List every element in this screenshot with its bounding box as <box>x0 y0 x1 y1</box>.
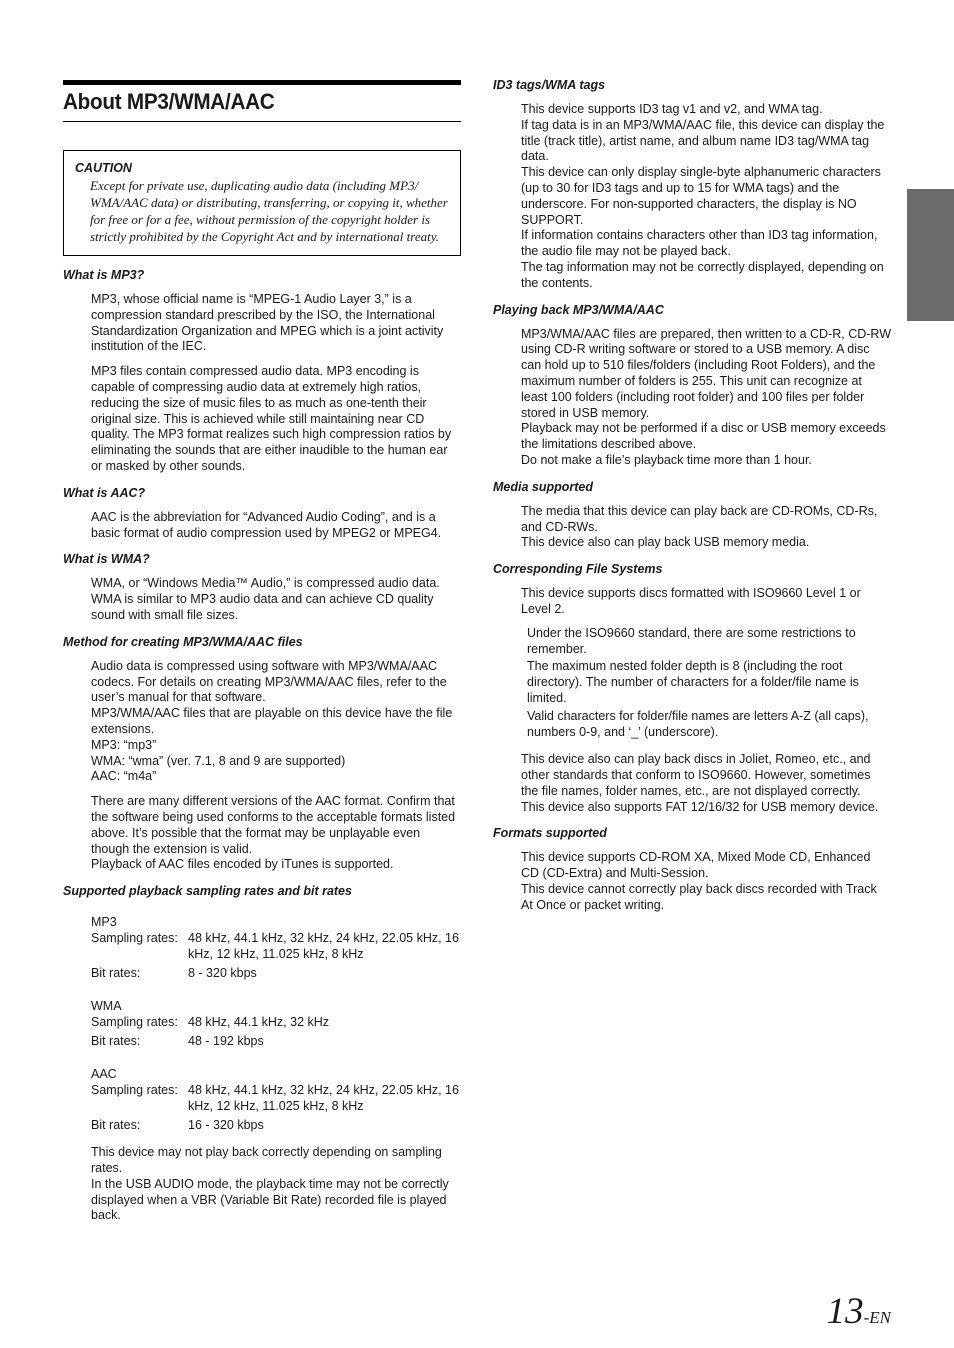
section-heading-filesystems: Corresponding File Systems <box>493 562 663 577</box>
section-heading-playback: Playing back MP3/WMA/AAC <box>493 302 664 317</box>
section-tab-marker <box>907 189 954 321</box>
bit-label: Bit rates: <box>91 966 141 981</box>
rates-wma-sampling-row <box>91 1014 461 1030</box>
id3-line-3: This device can only display single-byte alphanumeric characters (up to 30 for ID3 tags and up to 15 for WMA tags) and the underscore. For non-supported characters, the display is NO SUPPORT. <box>521 165 881 227</box>
id3-line-2: If tag data is in an MP3/WMA/AAC file, this device can display the title (track title), artist name, and album name ID3 tag/WMA tag data. <box>521 117 885 164</box>
aac-sampling-value: 48 kHz, 44.1 kHz, 32 kHz, 24 kHz, 22.05 kHz, 16 kHz, 12 kHz, 11.025 kHz, 8 kHz <box>188 1083 459 1114</box>
right-column <box>493 77 891 914</box>
id3-line-5: The tag information may not be correctly displayed, depending on the contents. <box>521 259 884 290</box>
rates-wma-bits-row <box>91 1033 461 1049</box>
aac-paragraph: AAC is the abbreviation for “Advanced Audio Coding”, and is a basic format of audio compression used by MPEG2 or MPEG4. <box>91 509 442 540</box>
section-heading-mp3: What is MP3? <box>63 268 145 282</box>
page-title: About MP3/WMA/AAC <box>63 89 275 114</box>
rates-group-aac-title: AAC <box>91 1067 117 1082</box>
rates-aac-sampling-row <box>91 1082 461 1114</box>
bit-label: Bit rates: <box>91 1034 141 1049</box>
caution-heading: CAUTION <box>75 161 132 175</box>
section-heading-media: Media supported <box>493 479 594 494</box>
id3-line-1: This device supports ID3 tag v1 and v2, and WMA tag. <box>521 102 823 116</box>
wma-paragraph: WMA, or “Windows Media™ Audio,” is compressed audio data. WMA is similar to MP3 audio data and can achieve CD quality sound with small file sizes. <box>91 576 440 622</box>
section-heading-id3: ID3 tags/WMA tags <box>493 78 606 92</box>
playback-line-1: MP3/WMA/AAC files are prepared, then written to a CD-R, CD-RW using CD-R writing software or stored to a USB memory. A disc can hold up to 510 files/folders (including Root Folders), and the maximum number of folders is 255. This unit can recognize at least 100 folders (including root folder) and 100 files per folder stored in USB memory. <box>521 326 892 420</box>
media-line-1: The media that this device can play back are CD-ROMs, CD-Rs, and CD-RWs. <box>521 503 878 534</box>
left-column <box>63 80 461 1224</box>
filesystems-note-3: Valid characters for folder/file names are letters A-Z (all caps), numbers 0-9, and ‘_’ (underscore). <box>527 708 869 739</box>
filesystems-paragraph-2: This device also can play back discs in Joliet, Romeo, etc., and other standards that conform to ISO9660. However, sometimes the file names, folder names, etc., are not displayed correctly. <box>521 752 871 798</box>
rates-note-2: In the USB AUDIO mode, the playback time may not be correctly displayed when a VBR (Variable Bit Rate) recorded file is played back. <box>91 1176 449 1223</box>
filesystems-paragraph-1: This device supports discs formatted with ISO9660 Level 1 or Level 2. <box>521 586 861 616</box>
rates-note-1: This device may not play back correctly depending on sampling rates. <box>91 1145 442 1175</box>
sampling-label: Sampling rates: <box>91 1083 178 1098</box>
method-paragraph-3: Playback of AAC files encoded by iTunes is supported. <box>91 857 394 872</box>
filesystems-paragraph-3: This device also supports FAT 12/16/32 for USB memory device. <box>521 799 879 814</box>
formats-line-2: This device cannot correctly play back discs recorded with Track At Once or packet writing. <box>521 882 877 912</box>
title-rule-bottom <box>63 121 461 122</box>
method-line-4: WMA: “wma” (ver. 7.1, 8 and 9 are supported) <box>91 753 346 768</box>
media-line-2: This device also can play back USB memory media. <box>521 535 810 550</box>
rates-aac-bits-row <box>91 1117 461 1133</box>
rates-group-wma-title: WMA <box>91 999 122 1014</box>
filesystems-note-1: Under the ISO9660 standard, there are some restrictions to remember. <box>527 625 856 656</box>
method-line-1: Audio data is compressed using software with MP3/WMA/AAC codecs. For details on creating MP3/WMA/AAC files, refer to the user’s manual for that software. <box>91 658 447 705</box>
rates-mp3-bits-row <box>91 965 461 981</box>
page-number <box>827 1290 891 1333</box>
method-line-5: AAC: “m4a” <box>91 769 157 784</box>
section-heading-aac: What is AAC? <box>63 485 146 500</box>
formats-line-1: This device supports CD-ROM XA, Mixed Mode CD, Enhanced CD (CD-Extra) and Multi-Session. <box>521 850 871 881</box>
playback-line-3: Do not make a file’s playback time more than 1 hour. <box>521 452 812 467</box>
section-heading-rates: Supported playback sampling rates and bit rates <box>63 884 352 899</box>
method-paragraph-2: There are many different versions of the AAC format. Confirm that the software being used conforms to the acceptable formats listed above. It’s possible that the format may be unplayable even though the extension is valid. <box>91 794 456 856</box>
sampling-label: Sampling rates: <box>91 931 178 946</box>
title-rule-top <box>63 80 461 85</box>
aac-bits-value: 16 - 320 kbps <box>188 1118 264 1133</box>
method-line-2: MP3/WMA/AAC files that are playable on this device have the file extensions. <box>91 706 453 736</box>
caution-box <box>63 150 461 256</box>
mp3-paragraph-2: MP3 files contain compressed audio data. MP3 encoding is capable of compressing audio data at extremely high ratios, reducing the size of music files to as much as one-tenth their original size. This is achieved while still maintaining near CD quality. The MP3 format realizes such high compression ratios by eliminating the sounds that are either inaudible to the human ear or masked by other sounds. <box>91 364 452 473</box>
section-heading-method: Method for creating MP3/WMA/AAC files <box>63 634 303 649</box>
page-number-suffix: -EN <box>863 1308 891 1327</box>
wma-bits-value: 48 - 192 kbps <box>188 1034 264 1049</box>
rates-group-mp3-title: MP3 <box>91 915 117 930</box>
sampling-label: Sampling rates: <box>91 1015 178 1030</box>
bit-label: Bit rates: <box>91 1118 141 1133</box>
mp3-bits-value: 8 - 320 kbps <box>188 966 257 981</box>
page-number-value: 13 <box>826 1291 864 1332</box>
rates-mp3-sampling-row <box>91 930 461 962</box>
section-heading-wma: What is WMA? <box>63 552 150 567</box>
filesystems-note-2: The maximum nested folder depth is 8 (including the root directory). The number of characters for a folder/file name is limited. <box>527 659 859 705</box>
mp3-sampling-value: 48 kHz, 44.1 kHz, 32 kHz, 24 kHz, 22.05 kHz, 16 kHz, 12 kHz, 11.025 kHz, 8 kHz <box>188 931 459 962</box>
mp3-paragraph-1: MP3, whose official name is “MPEG-1 Audio Layer 3,” is a compression standard prescribed by the ISO, the International Standardization Organization and MPEG which is a joint activity institution of the IEC. <box>91 292 444 354</box>
caution-text: Except for private use, duplicating audio data (including MP3/ WMA/AAC data) or distributing, transferring, or copying it, whether for free or for a fee, without permission of the copyright holder is strictly prohibited by the Copyright Act and by international treaty. <box>90 178 448 244</box>
method-line-3: MP3: “mp3” <box>91 737 157 752</box>
id3-line-4: If information contains characters other than ID3 tag information, the audio file may not be played back. <box>521 228 878 259</box>
section-heading-formats: Formats supported <box>493 826 607 841</box>
wma-sampling-value: 48 kHz, 44.1 kHz, 32 kHz <box>188 1015 330 1030</box>
playback-line-2: Playback may not be performed if a disc or USB memory exceeds the limitations described above. <box>521 421 886 452</box>
